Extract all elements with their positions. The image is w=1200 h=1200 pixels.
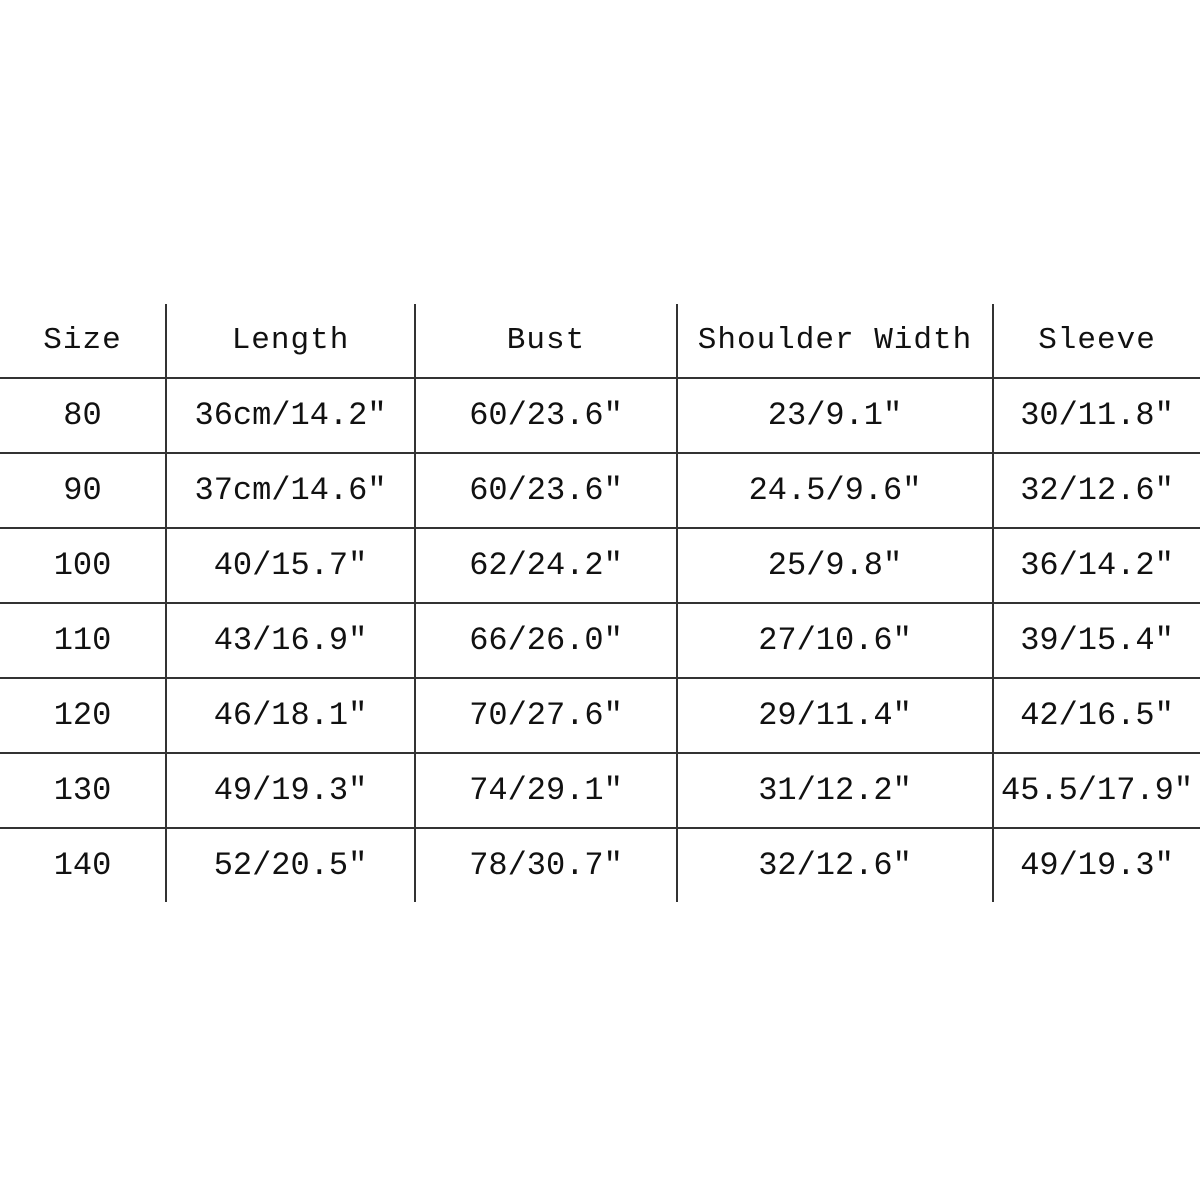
cell-shoulder-width: 23/9.1″ (677, 378, 993, 453)
cell-sleeve: 49/19.3″ (993, 828, 1200, 902)
cell-bust: 66/26.0″ (415, 603, 677, 678)
cell-size: 140 (53, 847, 112, 884)
cell-size: 120 (0, 678, 166, 753)
cell-length: 49/19.3″ (166, 753, 415, 828)
cell-shoulder-width: 32/12.6″ (677, 828, 993, 902)
table-row (0, 603, 1200, 678)
cell-bust: 70/27.6″ (415, 678, 677, 753)
cell-size: 110 (0, 603, 166, 678)
table-row (0, 753, 1200, 828)
cell-bust: 78/30.7″ (415, 828, 677, 902)
header-size: Size (0, 304, 166, 378)
cell-sleeve: 32/12.6″ (993, 453, 1200, 528)
cell-size: 130 (0, 753, 166, 828)
cell-sleeve: 42/16.5″ (993, 678, 1200, 753)
table-row (0, 378, 1200, 453)
cell-shoulder-width: 24.5/9.6″ (677, 453, 993, 528)
header-length: Length (166, 304, 415, 378)
cell-length: 40/15.7″ (166, 528, 415, 603)
cell-bust: 60/23.6″ (415, 453, 677, 528)
size-chart-table (0, 304, 1200, 902)
cell-length: 52/20.5″ (166, 828, 415, 902)
table-row (0, 453, 1200, 528)
cell-bust: 60/23.6″ (415, 378, 677, 453)
header-shoulder-width: Shoulder Width (677, 304, 993, 378)
table-row (0, 528, 1200, 603)
cell-length: 36cm/14.2″ (166, 378, 415, 453)
cell-sleeve: 36/14.2″ (993, 528, 1200, 603)
cell-size: 80 (0, 378, 166, 453)
header-sleeve: Sleeve (993, 304, 1200, 378)
cell-shoulder-width: 25/9.8″ (677, 528, 993, 603)
cell-length: 43/16.9″ (166, 603, 415, 678)
cell-size: 90 (0, 453, 166, 528)
cell-length: 37cm/14.6″ (166, 453, 415, 528)
cell-shoulder-width: 29/11.4″ (677, 678, 993, 753)
cell-bust: 62/24.2″ (415, 528, 677, 603)
cell-size: 100 (0, 528, 166, 603)
cell-sleeve: 39/15.4″ (993, 603, 1200, 678)
cell-bust: 74/29.1″ (415, 753, 677, 828)
table-row (0, 678, 1200, 753)
cell-sleeve: 30/11.8″ (993, 378, 1200, 453)
cell-length: 46/18.1″ (166, 678, 415, 753)
cell-shoulder-width: 31/12.2″ (677, 753, 993, 828)
header-row (0, 304, 1200, 378)
header-bust: Bust (415, 304, 677, 378)
table-row (0, 828, 1200, 902)
cell-sleeve: 45.5/17.9″ (993, 753, 1200, 828)
cell-shoulder-width: 27/10.6″ (677, 603, 993, 678)
